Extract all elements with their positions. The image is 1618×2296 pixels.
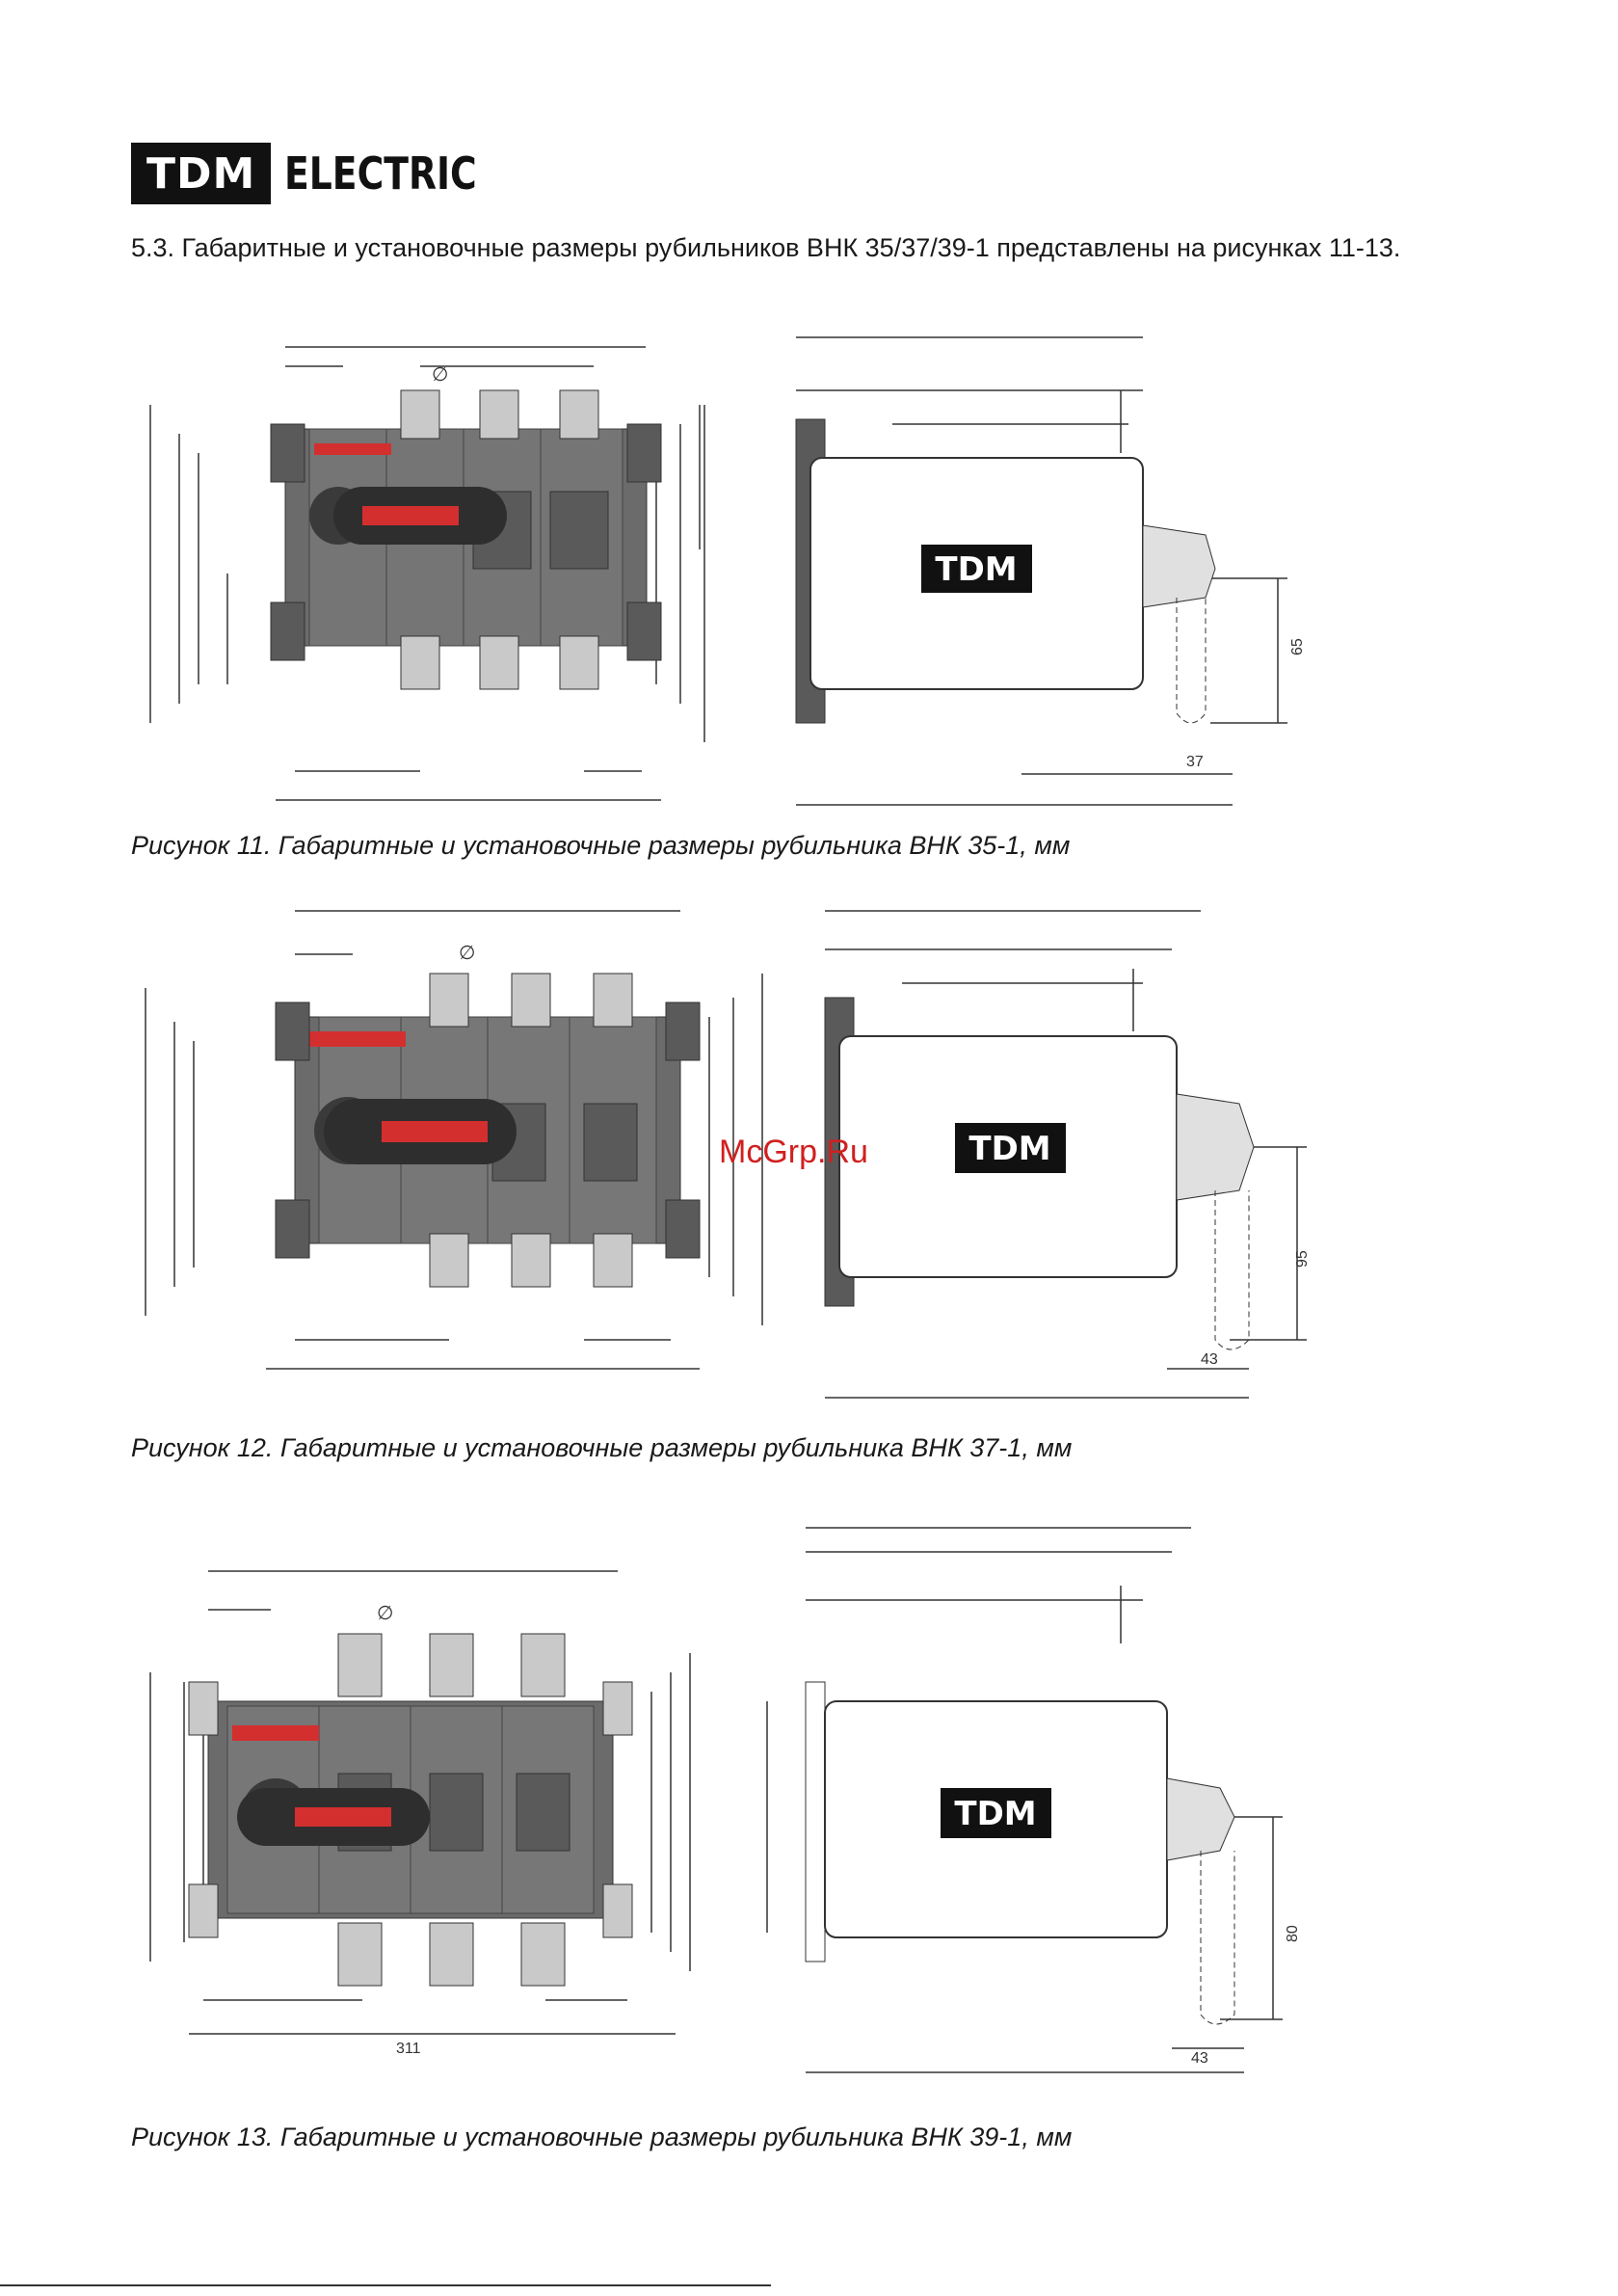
dim-handle-height: 65: [1289, 638, 1306, 655]
figure-13-drawing: [131, 1508, 1336, 2106]
brand-logo: [131, 143, 519, 204]
side-logo: TDM: [954, 1795, 1037, 1833]
dim-handle-height: 80: [1285, 1925, 1301, 1942]
watermark: McGrp.Ru: [719, 1134, 868, 1170]
diameter-label: ∅: [459, 941, 476, 964]
diameter-label: ∅: [432, 362, 449, 386]
dim-overall-width: 311: [396, 2041, 421, 2057]
dim-handle-height: 95: [1294, 1250, 1311, 1268]
side-logo: TDM: [968, 1130, 1051, 1168]
bottom-rule: [0, 2284, 771, 2286]
figure-11-drawing: [131, 318, 1336, 819]
diameter-label: ∅: [377, 1601, 394, 1624]
figure-12-caption: Рисунок 12. Габаритные и установочные размеры рубильника ВНК 37-1, мм: [131, 1433, 1073, 1462]
side-logo: TDM: [935, 550, 1018, 589]
logo-mark: TDM: [131, 143, 271, 204]
dim-handle-depth: 37: [1186, 754, 1204, 770]
intro-paragraph: 5.3. Габаритные и установочные размеры рубильников ВНК 35/37/39-1 представлены на рисунках 11-13.: [131, 233, 1401, 262]
figure-11-caption: Рисунок 11. Габаритные и установочные размеры рубильника ВНК 35-1, мм: [131, 831, 1071, 860]
figure-13-caption: Рисунок 13. Габаритные и установочные размеры рубильника ВНК 39-1, мм: [131, 2122, 1073, 2151]
dim-handle-depth: 43: [1191, 2050, 1208, 2067]
figure-13-svg: [131, 1508, 1336, 2106]
figure-11-svg: [131, 318, 1336, 819]
logo-text: ELECTRIC: [284, 147, 478, 200]
dim-handle-depth: 43: [1201, 1351, 1218, 1368]
